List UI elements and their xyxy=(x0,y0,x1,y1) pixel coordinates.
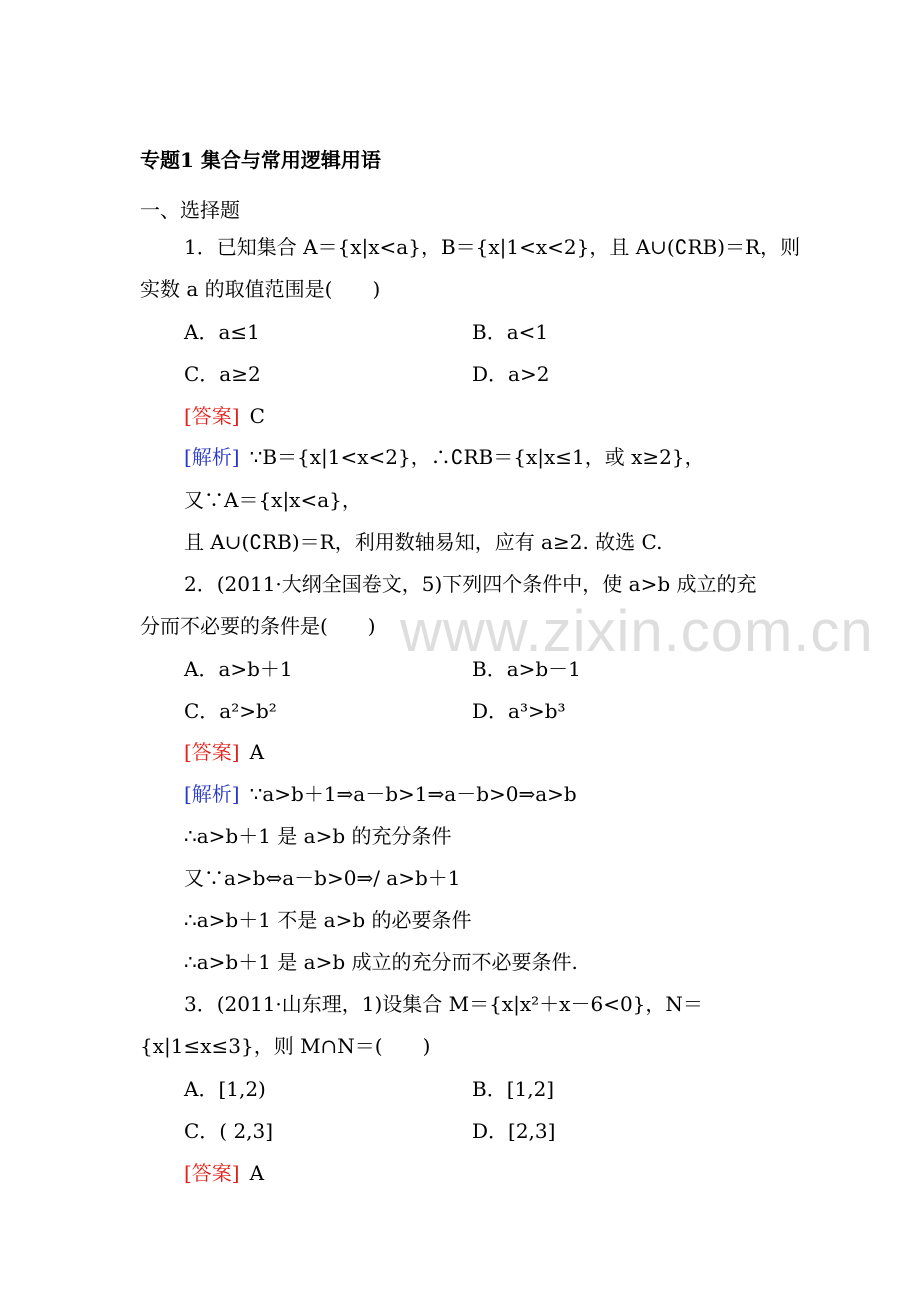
analysis-tag: [解析] xyxy=(184,782,240,806)
q1-answer: C xyxy=(249,404,265,428)
page-title: 专题1 集合与常用逻辑用语 xyxy=(140,148,381,172)
answer-tag: [答案] xyxy=(184,740,240,764)
q3-option-a: A．[1,2) xyxy=(184,1077,266,1101)
q2-option-d: D．a³>b³ xyxy=(472,699,566,723)
answer-tag: [答案] xyxy=(184,404,240,428)
q3-option-d: D．[2,3] xyxy=(472,1119,556,1143)
q2-option-a: A．a>b＋1 xyxy=(184,657,293,681)
q3-option-c: C．( 2,3] xyxy=(184,1119,274,1143)
q3-answer-row xyxy=(184,1159,264,1187)
q2-answer: A xyxy=(249,740,265,764)
q1-analysis-line2: 又∵A＝{x|x<a}， xyxy=(184,488,362,512)
answer-tag: [答案] xyxy=(184,1161,240,1185)
q1-option-a: A．a≤1 xyxy=(184,320,260,344)
q2-option-c: C．a²>b² xyxy=(184,699,277,723)
q2-analysis-line5: ∴a>b＋1 是 a>b 成立的充分而不必要条件. xyxy=(184,950,578,974)
section-heading: 一、选择题 xyxy=(140,198,240,222)
q2-answer-row xyxy=(184,738,264,766)
q1-stem-line2: 实数 a 的取值范围是( ) xyxy=(140,277,381,301)
analysis-tag: [解析] xyxy=(184,445,240,469)
q1-answer-row xyxy=(184,402,265,430)
q3-option-b: B．[1,2] xyxy=(472,1077,555,1101)
q3-stem-line2: {x|1≤x≤3}，则 M∩N＝( ) xyxy=(140,1034,431,1058)
q2-analysis-line2: ∴a>b＋1 是 a>b 的充分条件 xyxy=(184,824,452,848)
q2-option-b: B．a>b－1 xyxy=(472,657,581,681)
q2-stem-line2: 分而不必要的条件是( ) xyxy=(140,614,376,638)
q3-answer: A xyxy=(249,1161,265,1185)
q3-stem-line1: 3．(2011·山东理，1)设集合 M＝{x|x²＋x－6<0}，N＝ xyxy=(184,992,703,1016)
q1-option-d: D．a>2 xyxy=(472,362,550,386)
q1-stem-line1: 1．已知集合 A＝{x|x<a}，B＝{x|1<x<2}，且 A∪(∁RB)＝R，则 xyxy=(184,235,801,259)
q1-analysis-row xyxy=(184,443,705,471)
q2-analysis-line3: 又∵a>b⇔a－b>0⇒/ a>b＋1 xyxy=(184,866,461,890)
q1-option-b: B．a<1 xyxy=(472,320,549,344)
q2-stem-line1: 2．(2011·大纲全国卷文，5)下列四个条件中，使 a>b 成立的充 xyxy=(184,572,757,596)
q2-analysis-line1: ∵a>b＋1⇒a－b>1⇒a－b>0⇒a>b xyxy=(249,782,577,806)
q1-option-c: C．a≥2 xyxy=(184,362,261,386)
q2-analysis-row xyxy=(184,780,577,808)
q1-analysis-line3: 且 A∪(∁RB)＝R，利用数轴易知，应有 a≥2. 故选 C. xyxy=(184,530,663,554)
watermark: www.zixin.com.cn xyxy=(400,599,874,664)
q2-analysis-line4: ∴a>b＋1 不是 a>b 的必要条件 xyxy=(184,908,472,932)
q1-analysis-line1: ∵B＝{x|1<x<2}，∴∁RB＝{x|x≤1，或 x≥2}， xyxy=(249,445,705,469)
